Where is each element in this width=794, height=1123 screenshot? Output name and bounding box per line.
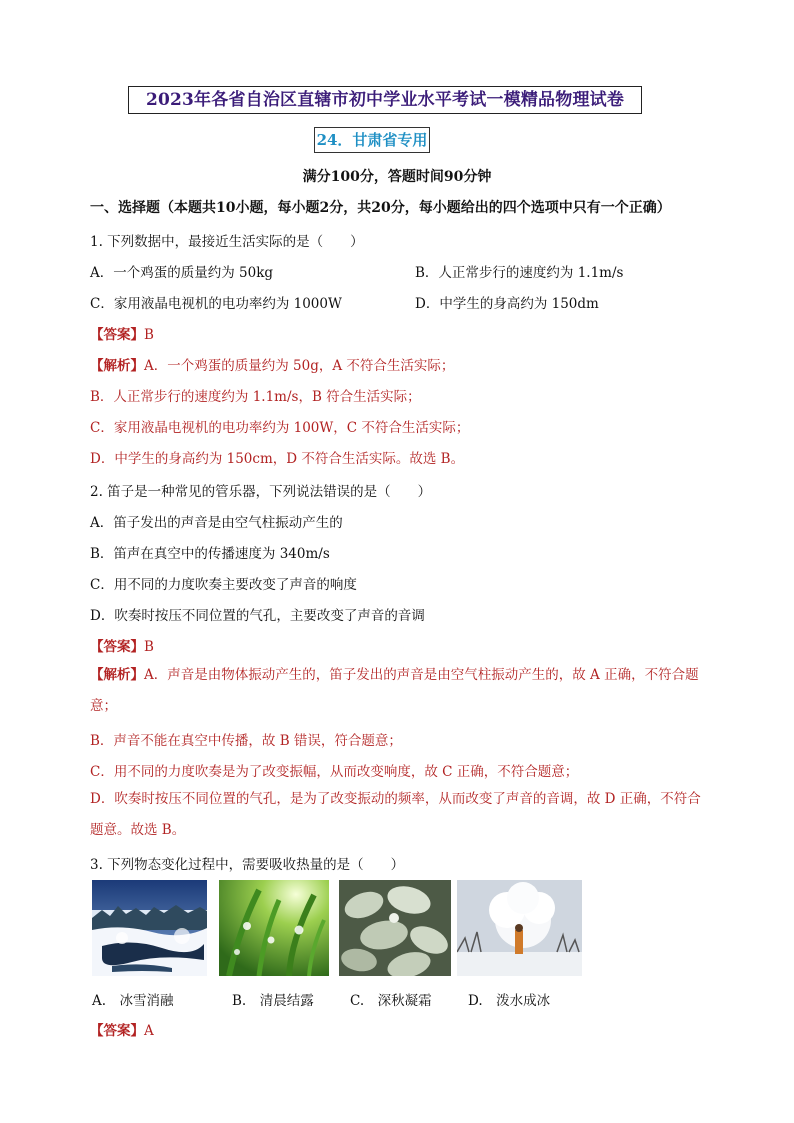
answer-tag: 【答案】 [90,639,144,655]
q1-analysis-line: C．家用液晶电视机的电功率约为 100W，C 不符合生活实际； [90,420,470,436]
q2-analysis-line: D．吹奏时按压不同位置的气孔，是为了改变振动的频率，从而改变了声音的音调，故 D 正确，不符合题意。故选 B。 [90,791,701,838]
q1-answer [90,323,154,343]
q1-analysis-line [90,354,454,374]
section-heading: 一、选择题（本题共10小题，每小题2分，共20分，每小题给出的四个选项中只有一个正确） [90,200,671,216]
melting-snow-photo [92,880,207,976]
analysis-text: A．一个鸡蛋的质量约为 50g，A 不符合生活实际； [144,358,455,374]
q3-caption-b: B. 清晨结露 [232,993,314,1009]
dew-on-grass-photo [219,880,329,976]
answer-tag: 【答案】 [90,1023,144,1039]
q1-option-d: D．中学生的身高约为 150dm [415,296,599,312]
q2-option-d: D．吹奏时按压不同位置的气孔，主要改变了声音的音调 [90,608,425,624]
q3-caption-d: D. 泼水成冰 [468,993,551,1009]
question-1-stem: 1. 下列数据中，最接近生活实际的是（ ） [90,234,364,250]
answer-tag: 【答案】 [90,327,144,343]
q1-analysis-line: D．中学生的身高约为 150cm，D 不符合生活实际。故选 B。 [90,451,465,467]
q2-analysis-line [90,660,706,722]
question-3-stem: 3. 下列物态变化过程中，需要吸收热量的是（ ） [90,857,405,873]
q2-option-b: B．笛声在真空中的传播速度为 340m/s [90,546,330,562]
q2-option-c: C．用不同的力度吹奏主要改变了声音的响度 [90,577,357,593]
q1-option-c: C．家用液晶电视机的电功率约为 1000W [90,296,342,312]
q2-answer [90,635,154,655]
q2-analysis-line: B．声音不能在真空中传播，故 B 错误，符合题意； [90,733,402,749]
paper-title: 2023年各省自治区直辖市初中学业水平考试一模精品物理试卷 [128,86,642,114]
q1-option-b: B．人正常步行的速度约为 1.1m/s [415,265,624,281]
q2-analysis-line: C．用不同的力度吹奏是为了改变振幅，从而改变响度，故 C 正确，不符合题意； [90,764,579,780]
splashing-water-ice-photo [457,880,582,976]
question-2-stem: 2. 笛子是一种常见的管乐器，下列说法错误的是（ ） [90,484,432,500]
q3-answer [90,1019,154,1039]
q2-option-a: A．笛子发出的声音是由空气柱振动产生的 [90,515,343,531]
answer-value: B [144,327,154,343]
analysis-tag: 【解析】 [90,667,144,683]
analysis-tag: 【解析】 [90,358,144,374]
q1-analysis-line: B．人正常步行的速度约为 1.1m/s，B 符合生活实际； [90,389,421,405]
answer-value: B [144,639,154,655]
province-label: 24．甘肃省专用 [314,127,430,153]
answer-value: A [144,1023,154,1039]
q3-caption-a: A. 冰雪消融 [92,993,174,1009]
exam-info: 满分100分，答题时间90分钟 [302,169,492,185]
frost-on-leaves-photo [339,880,451,976]
q1-option-a: A．一个鸡蛋的质量约为 50kg [90,265,274,281]
analysis-text: A．声音是由物体振动产生的，笛子发出的声音是由空气柱振动产生的，故 A 正确，不符合题意； [90,667,699,714]
q3-caption-c: C. 深秋凝霜 [350,993,432,1009]
